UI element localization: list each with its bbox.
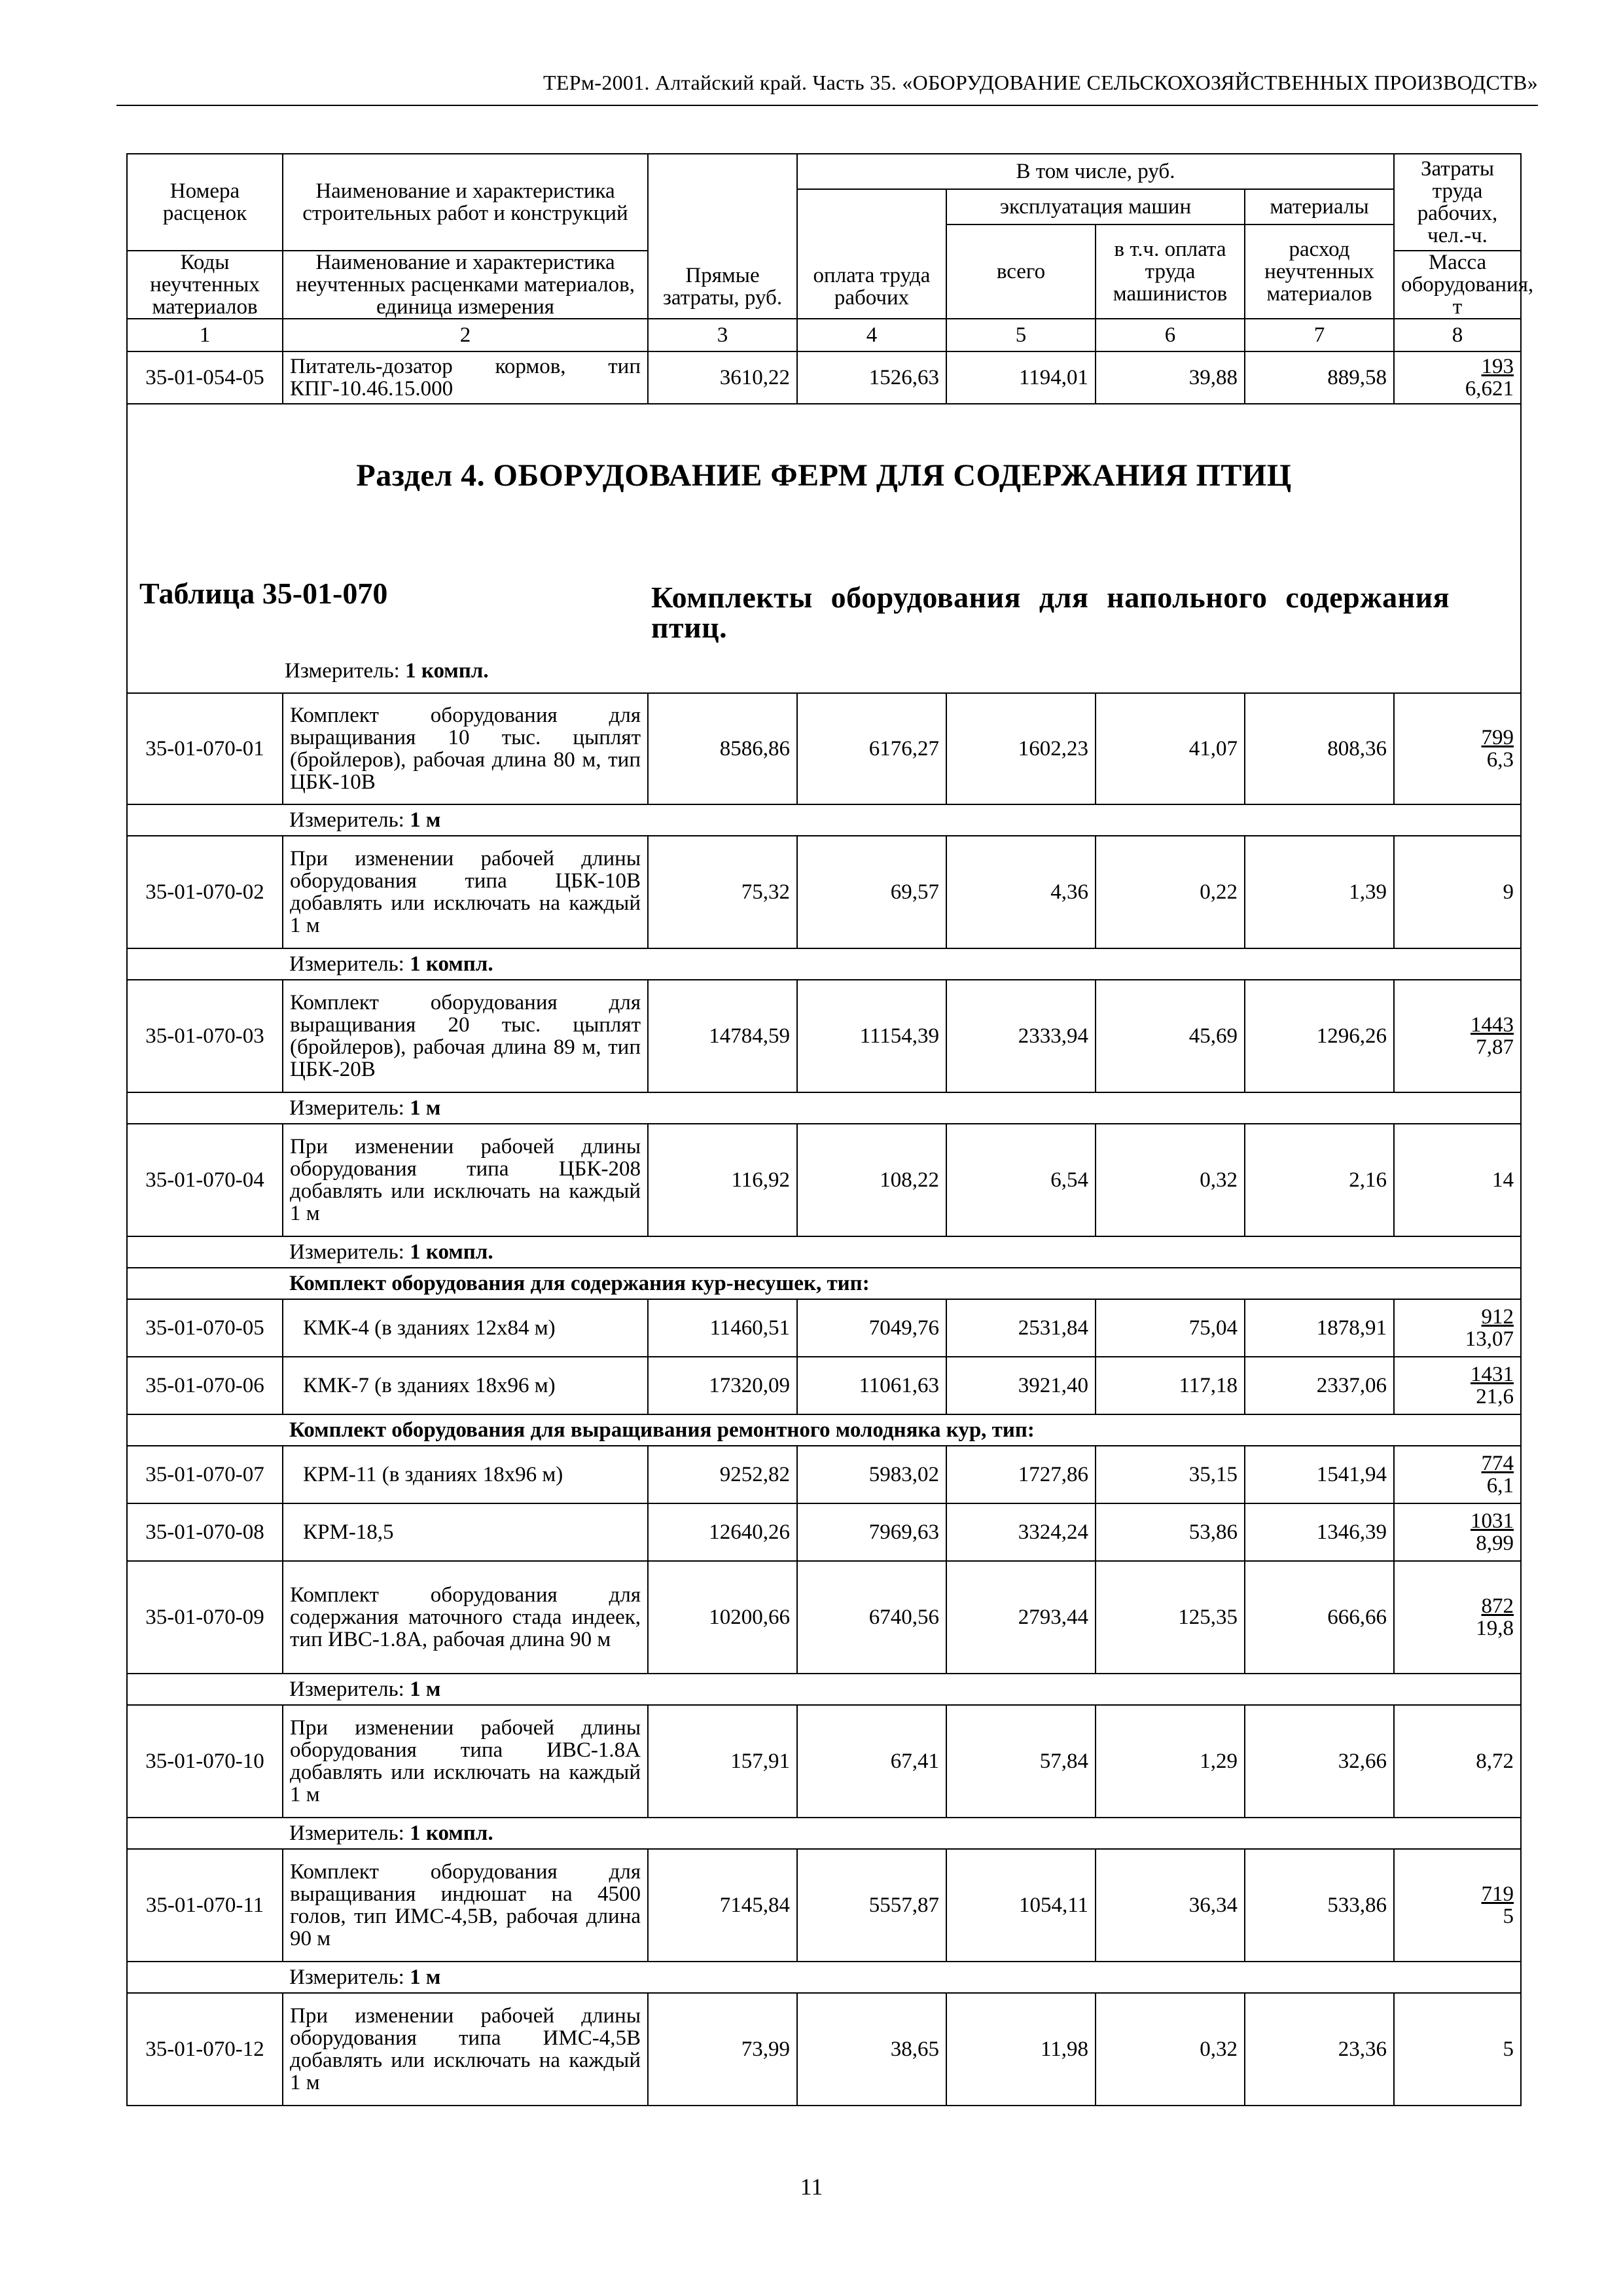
rate-code: 35-01-070-04 [127, 1124, 283, 1236]
table-row [127, 836, 1521, 948]
labor-hours: 8,72 [1394, 1705, 1521, 1818]
labor-hours: 774 [1481, 1452, 1514, 1475]
equipment-mass: 13,07 [1465, 1327, 1514, 1351]
table-row [127, 1705, 1521, 1818]
measure-row: Измеритель: 1 м [127, 1962, 1521, 1993]
rate-code: 35-01-070-10 [127, 1705, 283, 1818]
machinists-cost: 1,29 [1096, 1705, 1245, 1818]
materials-cost: 666,66 [1245, 1561, 1394, 1674]
rate-code: 35-01-070-01 [127, 693, 283, 804]
materials-cost: 1878,91 [1245, 1299, 1394, 1357]
col-rate-number-header: Номера расценок [127, 154, 283, 251]
materials-cost: 1541,94 [1245, 1446, 1394, 1503]
rate-code: 35-01-070-12 [127, 1993, 283, 2106]
materials-cost: 1,39 [1245, 836, 1394, 948]
col-number: 3 [648, 319, 797, 351]
table-row [127, 1357, 1521, 1414]
machines-cost: 2333,94 [946, 980, 1096, 1092]
direct-cost: 116,92 [648, 1124, 797, 1236]
direct-cost: 75,32 [648, 836, 797, 948]
table-label: Таблица 35-01-070 [139, 577, 388, 610]
labor-cost: 69,57 [797, 836, 946, 948]
labor-hours: 1443 [1471, 1013, 1514, 1037]
group-title: Комплект оборудования для содержания кур-несушек, тип: [283, 1268, 1521, 1299]
machinists-cost: 117,18 [1096, 1357, 1245, 1414]
labor-hours: 719 [1481, 1882, 1514, 1906]
materials-header: материалы [1245, 189, 1394, 224]
machines-cost: 2793,44 [946, 1561, 1096, 1674]
rate-name: Питатель-дозатор кормов, тип КПГ-10.46.15.000 [283, 351, 648, 404]
machinists-cost: 53,86 [1096, 1503, 1245, 1561]
col-number: 6 [1096, 319, 1245, 351]
table-row [127, 1299, 1521, 1357]
col-number: 2 [283, 319, 648, 351]
labor-cost: 38,65 [797, 1993, 946, 2106]
rate-code: 35-01-070-11 [127, 1849, 283, 1962]
machines-cost: 1727,86 [946, 1446, 1096, 1503]
direct-cost: 12640,26 [648, 1503, 797, 1561]
direct-cost: 14784,59 [648, 980, 797, 1092]
rate-code: 35-01-070-08 [127, 1503, 283, 1561]
machines-cost: 2531,84 [946, 1299, 1096, 1357]
measure-line: Измеритель: 1 компл. [285, 659, 489, 683]
labor-cost: 11061,63 [797, 1357, 946, 1414]
machines-cost: 11,98 [946, 1993, 1096, 2106]
direct-cost: 8586,86 [648, 693, 797, 804]
labor-hours: 1431 [1471, 1363, 1514, 1386]
measure-row: Измеритель: 1 компл. [127, 948, 1521, 980]
rate-code: 35-01-054-05 [127, 351, 283, 404]
rate-code: 35-01-070-09 [127, 1561, 283, 1674]
group-title: Комплект оборудования для выращивания ремонтного молодняка кур, тип: [283, 1414, 1521, 1446]
machinists-cost: 39,88 [1096, 351, 1245, 404]
col-machines-total-header: всего [946, 224, 1096, 319]
machines-cost: 6,54 [946, 1124, 1096, 1236]
rate-code: 35-01-070-06 [127, 1357, 283, 1414]
equipment-mass: 6,1 [1486, 1474, 1514, 1498]
labor-cost: 7049,76 [797, 1299, 946, 1357]
table-row [127, 1561, 1521, 1674]
table-row [127, 351, 1521, 404]
materials-cost: 1296,26 [1245, 980, 1394, 1092]
col-labor-header: оплата труда рабочих [797, 189, 946, 319]
table-row [127, 1993, 1521, 2106]
rate-code: 35-01-070-05 [127, 1299, 283, 1357]
rate-name: При изменении рабочей длины оборудования типа ЦБК-10В добавлять или исключать на каждый 1 м [283, 836, 648, 948]
header-divider [116, 105, 1538, 106]
equipment-mass: 6,3 [1486, 748, 1514, 772]
equipment-mass: 8,99 [1476, 1532, 1514, 1555]
machinists-cost: 0,32 [1096, 1993, 1245, 2106]
rate-name: При изменении рабочей длины оборудования типа ЦБК-208 добавлять или исключать на каждый 1 м [283, 1124, 648, 1236]
materials-cost: 32,66 [1245, 1705, 1394, 1818]
materials-cost: 889,58 [1245, 351, 1394, 404]
direct-cost: 10200,66 [648, 1561, 797, 1674]
measure-row: Измеритель: 1 компл. [127, 1236, 1521, 1268]
equipment-mass: 7,87 [1476, 1035, 1514, 1059]
col-work-name-header: Наименование и характеристика строительных работ и конструкций [283, 154, 648, 251]
labor-cost: 67,41 [797, 1705, 946, 1818]
equipment-mass: 6,621 [1465, 377, 1514, 401]
table-row [127, 693, 1521, 804]
labor-hours: 9 [1394, 836, 1521, 948]
direct-cost: 17320,09 [648, 1357, 797, 1414]
running-title: ТЕРм-2001. Алтайский край. Часть 35. «ОБОРУДОВАНИЕ СЕЛЬСКОХОЗЯЙСТВЕННЫХ ПРОИЗВОДСТВ» [543, 71, 1538, 94]
machines-header: эксплуатация машин [946, 189, 1245, 224]
materials-cost: 533,86 [1245, 1849, 1394, 1962]
col-number: 1 [127, 319, 283, 351]
labor-cost: 6740,56 [797, 1561, 946, 1674]
table-title: Комплекты оборудования для напольного содержания птиц. [651, 581, 1450, 644]
machinists-cost: 41,07 [1096, 693, 1245, 804]
measure-row: Измеритель: 1 м [127, 1674, 1521, 1705]
equipment-mass: 19,8 [1476, 1617, 1514, 1640]
direct-cost: 73,99 [648, 1993, 797, 2106]
machines-cost: 57,84 [946, 1705, 1096, 1818]
rate-name: КРМ-11 (в зданиях 18х96 м) [283, 1446, 648, 1503]
col-material-codes-header: Коды неучтенных материалов [127, 251, 283, 319]
machinists-cost: 125,35 [1096, 1561, 1245, 1674]
rate-name: Комплект оборудования для выращивания индюшат на 4500 голов, тип ИМС-4,5В, рабочая длина 90 м [283, 1849, 648, 1962]
labor-cost: 11154,39 [797, 980, 946, 1092]
measure-row: Измеритель: 1 м [127, 1092, 1521, 1124]
measure-row: Измеритель: 1 компл. [127, 1818, 1521, 1849]
labor-cost: 7969,63 [797, 1503, 946, 1561]
col-unaccounted-materials-header: расход неучтенных материалов [1245, 224, 1394, 319]
machinists-cost: 0,22 [1096, 836, 1245, 948]
materials-cost: 2,16 [1245, 1124, 1394, 1236]
machines-cost: 3921,40 [946, 1357, 1096, 1414]
rate-code: 35-01-070-02 [127, 836, 283, 948]
machinists-cost: 35,15 [1096, 1446, 1245, 1503]
direct-cost: 157,91 [648, 1705, 797, 1818]
machines-cost: 3324,24 [946, 1503, 1096, 1561]
direct-cost: 11460,51 [648, 1299, 797, 1357]
col-material-names-header: Наименование и характеристика неучтенных расценками материалов, единица измерения [283, 251, 648, 319]
including-header: В том числе, руб. [797, 154, 1394, 189]
col-labor-hours-header: Затраты труда рабочих, чел.-ч. [1394, 154, 1521, 251]
col-direct-cost-header: Прямые затраты, руб. [648, 154, 797, 319]
machines-cost: 1194,01 [946, 351, 1096, 404]
table-row [127, 1446, 1521, 1503]
labor-hours: 872 [1481, 1594, 1514, 1618]
materials-cost: 808,36 [1245, 693, 1394, 804]
rate-name: Комплект оборудования для выращивания 20 тыс. цыплят (бройлеров), рабочая длина 89 м, тип ЦБК-20В [283, 980, 648, 1092]
equipment-mass: 21,6 [1476, 1385, 1514, 1408]
group-row [127, 1414, 1521, 1446]
col-number: 7 [1245, 319, 1394, 351]
labor-hours: 912 [1481, 1305, 1514, 1329]
rate-name: КМК-4 (в зданиях 12х84 м) [283, 1299, 648, 1357]
machinists-cost: 0,32 [1096, 1124, 1245, 1236]
labor-cost: 6176,27 [797, 693, 946, 804]
group-row [127, 1268, 1521, 1299]
col-number: 5 [946, 319, 1096, 351]
machinists-cost: 36,34 [1096, 1849, 1245, 1962]
materials-cost: 23,36 [1245, 1993, 1394, 2106]
machines-cost: 4,36 [946, 836, 1096, 948]
labor-hours: 1031 [1471, 1509, 1514, 1533]
equipment-mass: 5 [1503, 1905, 1514, 1928]
direct-cost: 7145,84 [648, 1849, 797, 1962]
machines-cost: 1054,11 [946, 1849, 1096, 1962]
machinists-cost: 75,04 [1096, 1299, 1245, 1357]
labor-cost: 5983,02 [797, 1446, 946, 1503]
rate-name: КМК-7 (в зданиях 18х96 м) [283, 1357, 648, 1414]
page-number: 11 [800, 2174, 823, 2200]
labor-cost: 108,22 [797, 1124, 946, 1236]
rate-code: 35-01-070-07 [127, 1446, 283, 1503]
machines-cost: 1602,23 [946, 693, 1096, 804]
rate-name: Комплект оборудования для выращивания 10 тыс. цыплят (бройлеров), рабочая длина 80 м, тип ЦБК-10В [283, 693, 648, 804]
col-machinists-header: в т.ч. оплата труда машинистов [1096, 224, 1245, 319]
labor-hours: 5 [1394, 1993, 1521, 2106]
rate-code: 35-01-070-03 [127, 980, 283, 1092]
measure-row: Измеритель: 1 м [127, 804, 1521, 836]
col-number: 8 [1394, 319, 1521, 351]
labor-hours: 193 [1481, 355, 1514, 378]
labor-cost: 5557,87 [797, 1849, 946, 1962]
machinists-cost: 45,69 [1096, 980, 1245, 1092]
table-row [127, 1849, 1521, 1962]
table-row [127, 980, 1521, 1092]
rate-name: Комплект оборудования для содержания маточного стада индеек, тип ИВС-1.8А, рабочая длина 90 м [283, 1561, 648, 1674]
materials-cost: 2337,06 [1245, 1357, 1394, 1414]
rate-name: При изменении рабочей длины оборудования типа ИВС-1.8А добавлять или исключать на каждый 1 м [283, 1705, 648, 1818]
section-block [127, 404, 1521, 693]
col-mass-header: Масса оборудования, т [1394, 251, 1521, 319]
table-row [127, 1503, 1521, 1561]
table-row [127, 1124, 1521, 1236]
labor-hours: 14 [1394, 1124, 1521, 1236]
section-title: Раздел 4. ОБОРУДОВАНИЕ ФЕРМ ДЛЯ СОДЕРЖАНИЯ ПТИЦ [356, 458, 1292, 493]
rates-table [126, 153, 1534, 2106]
direct-cost: 3610,22 [648, 351, 797, 404]
direct-cost: 9252,82 [648, 1446, 797, 1503]
labor-cost: 1526,63 [797, 351, 946, 404]
rate-name: При изменении рабочей длины оборудования типа ИМС-4,5В добавлять или исключать на каждый 1 м [283, 1993, 648, 2106]
labor-hours: 799 [1481, 726, 1514, 749]
col-number: 4 [797, 319, 946, 351]
rate-name: КРМ-18,5 [283, 1503, 648, 1561]
materials-cost: 1346,39 [1245, 1503, 1394, 1561]
